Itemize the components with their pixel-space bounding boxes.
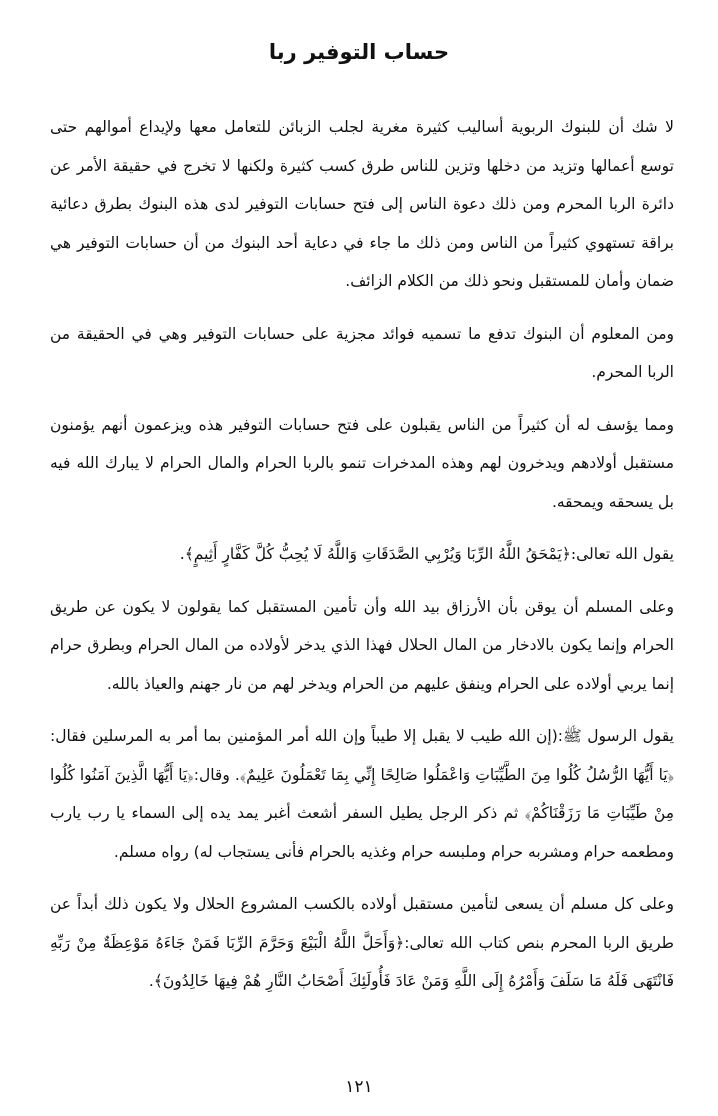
page-number: ١٢١ [345, 1077, 373, 1097]
page-title: حساب التوفير ربا [268, 40, 450, 64]
paragraph-provision: وعلى المسلم أن يوقن بأن الأرزاق بيد الله وأن تأمين المستقبل كما يقولون لا يكون عن طريق الحرام وإنما يكون بالادخار من المال الحلال فهذا الذي يدخر لأولاده من المال الحرام وبطرق حرام إنما يربي أولاده على الحرام وينفق عليهم من الحرام ويدخر لهم من نار جهنم والعياذ بالله. [50, 597, 674, 693]
paragraph-hadith: يقول الرسول ﷺ:(إن الله طيب لا يقبل إلا طيباً وإن الله أمر المؤمنين بما أمر به المرسلين فقال:﴿يَا أَيُّهَا الرُّسُلُ كُلُوا مِنَ الطَّيِّبَاتِ وَاعْمَلُوا صَالِحًا إِنِّي بِمَا تَعْمَلُونَ عَلِيمٌ﴾. وقال:﴿يَا أَيُّهَا الَّذِينَ آمَنُوا كُلُوا مِنْ طَيِّبَاتِ مَا رَزَقْنَاكُمْ﴾ ثم ذكر الرجل يطيل السفر أشعث أغبر يمد يده إلى السماء يا رب يارب ومطعمه حرام ومشربه حرام وملبسه حرام وغذيه بالحرام فأنى يستجاب له) رواه مسلم. [50, 727, 674, 861]
body-text [50, 108, 674, 1009]
paragraph-intro: لا شك أن للبنوك الربوية أساليب كثيرة مغرية لجلب الزبائن للتعامل معها ولإيداع أموالهم حتى توسع أعمالها وتزيد من دخلها وتزين للناس طرق كسب كثيرة ولكنها لا تخرج في حقيقة الأمر عن دائرة الربا المحرم ومن ذلك دعوة الناس إلى فتح حسابات التوفير لدى هذه البنوك بطرق دعائية براقة تستهوي كثيراً من الناس ومن ذلك ما جاء في دعاية أحد البنوك من أن حسابات التوفير هي ضمان وأمان للمستقبل ونحو ذلك من الكلام الزائف. [50, 118, 674, 290]
paragraph-conclusion: وعلى كل مسلم أن يسعى لتأمين مستقبل أولاده بالكسب المشروع الحلال ولا يكون ذلك أبداً عن طريق الربا المحرم بنص كتاب الله تعالى:﴿وَأَحَلَّ اللَّهُ الْبَيْعَ وَحَرَّمَ الرِّبَا فَمَنْ جَاءَهُ مَوْعِظَةٌ مِنْ رَبِّهِ فَانْتَهَى فَلَهُ مَا سَلَفَ وَأَمْرُهُ إِلَى اللَّهِ وَمَنْ عَادَ فَأُولَئِكَ أَصْحَابُ النَّارِ هُمْ فِيهَا خَالِدُونَ﴾. [50, 895, 674, 990]
paragraph-savings-accounts: ومما يؤسف له أن كثيراً من الناس يقبلون على فتح حسابات التوفير هذه ويزعمون أنهم يؤمنون مستقبل أولادهم ويدخرون لهم وهذه المدخرات تنمو بالربا الحرام والمال الحرام لا يبارك الله فيه بل يسحقه ويمحقه. [50, 415, 674, 511]
paragraph-interest: ومن المعلوم أن البنوك تدفع ما تسميه فوائد مجزية على حسابات التوفير وهي في الحقيقة من الربا المحرم. [50, 324, 674, 381]
paragraph-quran-verse: يقول الله تعالى:﴿يَمْحَقُ اللَّهُ الرِّبَا وَيُرْبِي الصَّدَقَاتِ وَاللَّهُ لَا يُحِبُّ كُلَّ كَفَّارٍ أَثِيمٍ﴾. [179, 545, 674, 563]
